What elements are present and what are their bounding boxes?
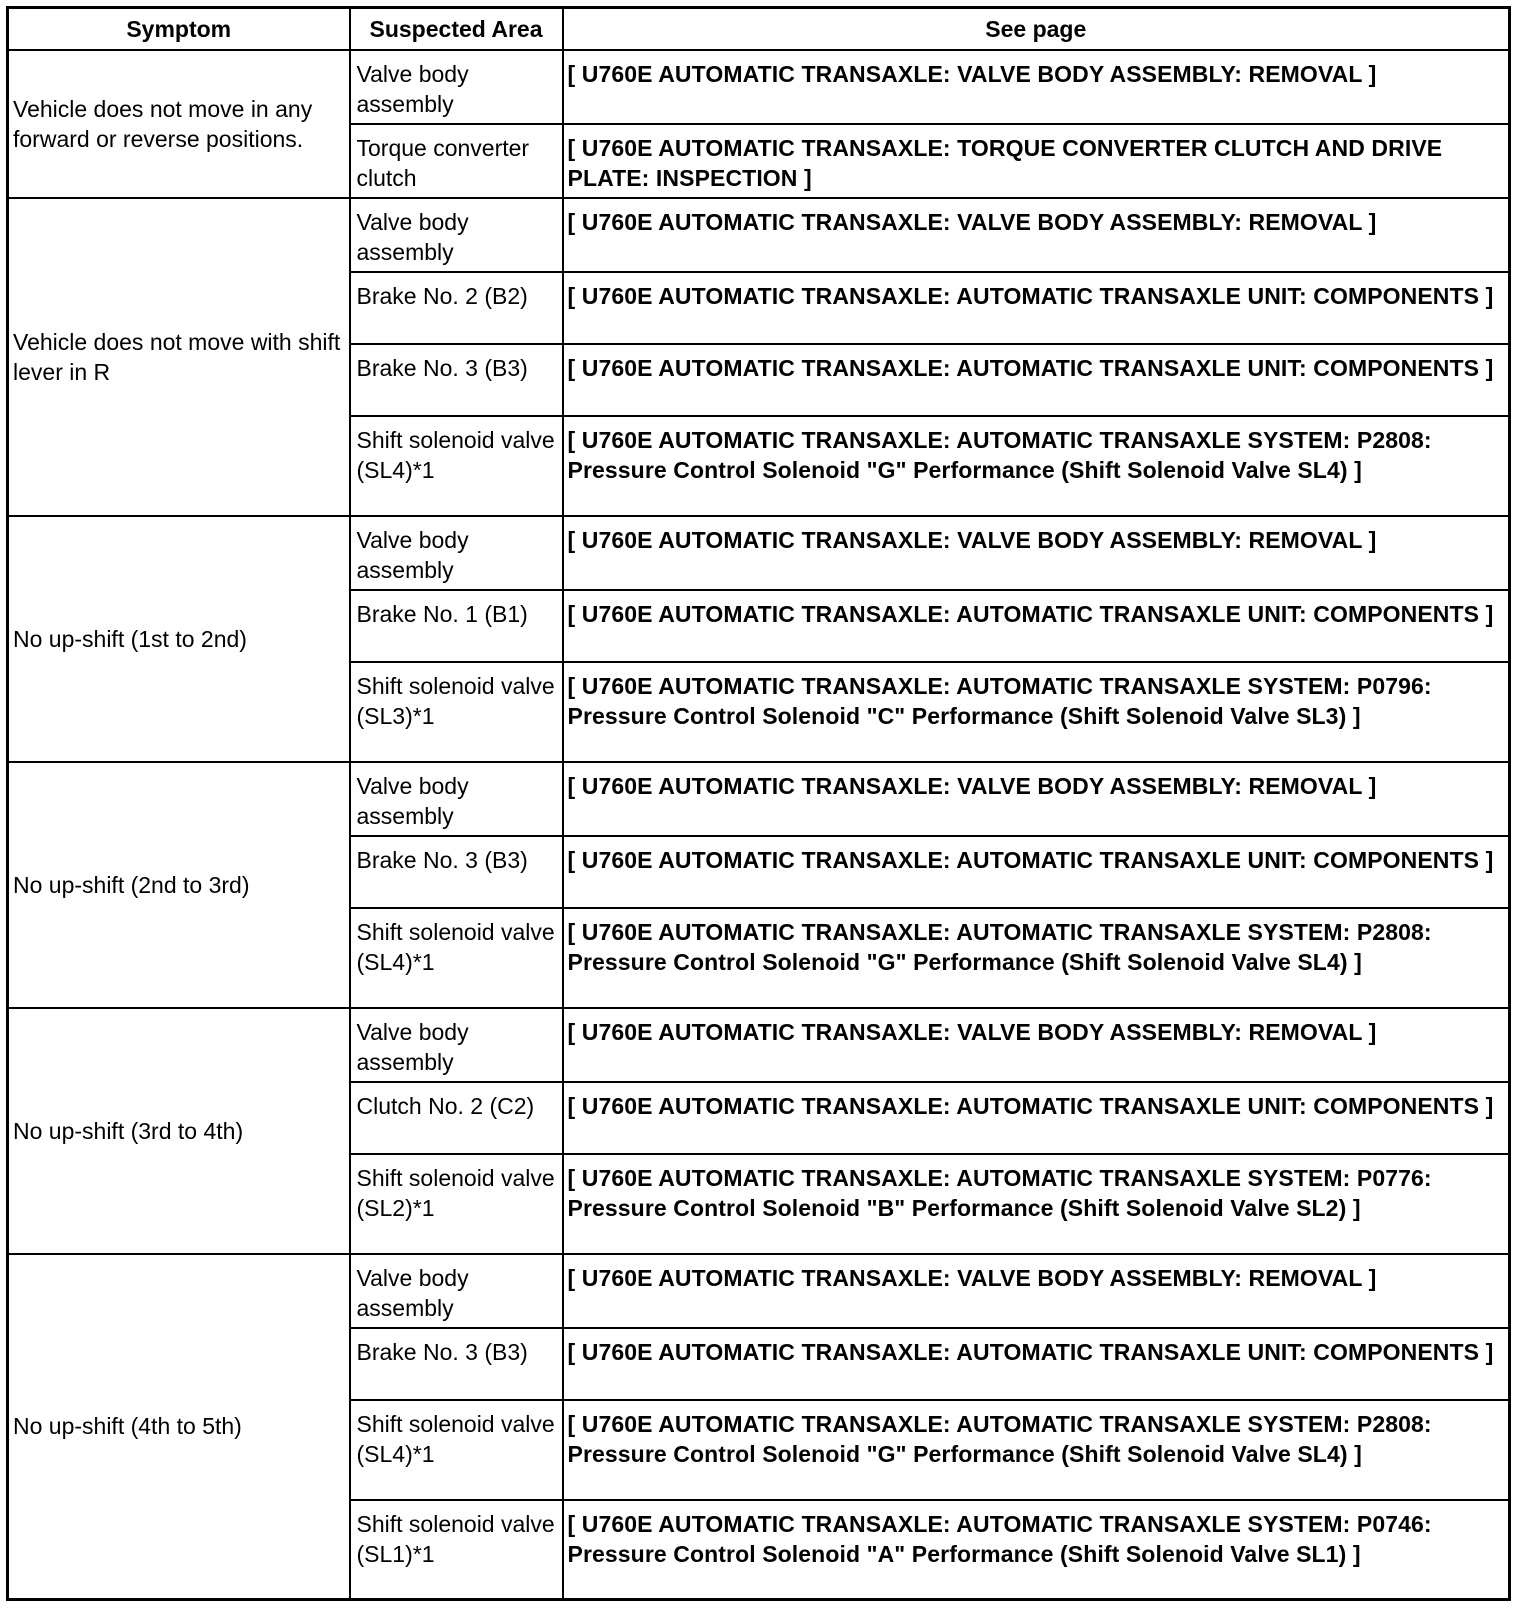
see-page-link[interactable]: [ U760E AUTOMATIC TRANSAXLE: AUTOMATIC TRANSAXLE SYSTEM: P2808: Pressure Control Solenoid "G" Performance (Shift Solenoid Valve SL4) ] bbox=[563, 1400, 1510, 1500]
symptom-cell: No up-shift (3rd to 4th) bbox=[8, 1008, 350, 1254]
suspected-area-cell: Valve body assembly bbox=[350, 198, 563, 272]
suspected-area-cell: Shift solenoid valve (SL2)*1 bbox=[350, 1154, 563, 1254]
see-page-link[interactable]: [ U760E AUTOMATIC TRANSAXLE: VALVE BODY ASSEMBLY: REMOVAL ] bbox=[563, 1254, 1510, 1328]
symptom-table bbox=[6, 6, 1511, 1601]
see-page-link[interactable]: [ U760E AUTOMATIC TRANSAXLE: AUTOMATIC TRANSAXLE SYSTEM: P2808: Pressure Control Solenoid "G" Performance (Shift Solenoid Valve SL4) ] bbox=[563, 416, 1510, 516]
see-page-link[interactable]: [ U760E AUTOMATIC TRANSAXLE: AUTOMATIC TRANSAXLE UNIT: COMPONENTS ] bbox=[563, 272, 1510, 344]
symptom-cell: No up-shift (2nd to 3rd) bbox=[8, 762, 350, 1008]
table-row bbox=[8, 516, 1510, 590]
see-page-link[interactable]: [ U760E AUTOMATIC TRANSAXLE: VALVE BODY ASSEMBLY: REMOVAL ] bbox=[563, 516, 1510, 590]
see-page-link[interactable]: [ U760E AUTOMATIC TRANSAXLE: VALVE BODY ASSEMBLY: REMOVAL ] bbox=[563, 198, 1510, 272]
see-page-link[interactable]: [ U760E AUTOMATIC TRANSAXLE: TORQUE CONVERTER CLUTCH AND DRIVE PLATE: INSPECTION ] bbox=[563, 124, 1510, 198]
suspected-area-cell: Valve body assembly bbox=[350, 1008, 563, 1082]
symptom-cell: Vehicle does not move in any forward or reverse positions. bbox=[8, 50, 350, 198]
see-page-link[interactable]: [ U760E AUTOMATIC TRANSAXLE: AUTOMATIC TRANSAXLE SYSTEM: P2808: Pressure Control Solenoid "G" Performance (Shift Solenoid Valve SL4) ] bbox=[563, 908, 1510, 1008]
suspected-area-cell: Valve body assembly bbox=[350, 50, 563, 124]
header-row bbox=[8, 8, 1510, 50]
see-page-link[interactable]: [ U760E AUTOMATIC TRANSAXLE: VALVE BODY ASSEMBLY: REMOVAL ] bbox=[563, 1008, 1510, 1082]
suspected-area-cell: Valve body assembly bbox=[350, 1254, 563, 1328]
suspected-area-cell: Shift solenoid valve (SL4)*1 bbox=[350, 1400, 563, 1500]
header-symptom: Symptom bbox=[8, 8, 350, 50]
table-row bbox=[8, 50, 1510, 124]
header-see-page: See page bbox=[563, 8, 1510, 50]
see-page-link[interactable]: [ U760E AUTOMATIC TRANSAXLE: AUTOMATIC TRANSAXLE SYSTEM: P0776: Pressure Control Solenoid "B" Performance (Shift Solenoid Valve SL2) ] bbox=[563, 1154, 1510, 1254]
symptom-cell: No up-shift (1st to 2nd) bbox=[8, 516, 350, 762]
see-page-link[interactable]: [ U760E AUTOMATIC TRANSAXLE: AUTOMATIC TRANSAXLE UNIT: COMPONENTS ] bbox=[563, 836, 1510, 908]
suspected-area-cell: Shift solenoid valve (SL1)*1 bbox=[350, 1500, 563, 1600]
table-row bbox=[8, 1008, 1510, 1082]
see-page-link[interactable]: [ U760E AUTOMATIC TRANSAXLE: AUTOMATIC TRANSAXLE UNIT: COMPONENTS ] bbox=[563, 1082, 1510, 1154]
see-page-link[interactable]: [ U760E AUTOMATIC TRANSAXLE: AUTOMATIC TRANSAXLE UNIT: COMPONENTS ] bbox=[563, 344, 1510, 416]
see-page-link[interactable]: [ U760E AUTOMATIC TRANSAXLE: AUTOMATIC TRANSAXLE UNIT: COMPONENTS ] bbox=[563, 1328, 1510, 1400]
suspected-area-cell: Brake No. 2 (B2) bbox=[350, 272, 563, 344]
suspected-area-cell: Torque converter clutch bbox=[350, 124, 563, 198]
suspected-area-cell: Shift solenoid valve (SL3)*1 bbox=[350, 662, 563, 762]
table-row bbox=[8, 1254, 1510, 1328]
symptom-cell: No up-shift (4th to 5th) bbox=[8, 1254, 350, 1600]
suspected-area-cell: Shift solenoid valve (SL4)*1 bbox=[350, 416, 563, 516]
suspected-area-cell: Brake No. 3 (B3) bbox=[350, 836, 563, 908]
table-row bbox=[8, 762, 1510, 836]
see-page-link[interactable]: [ U760E AUTOMATIC TRANSAXLE: VALVE BODY ASSEMBLY: REMOVAL ] bbox=[563, 50, 1510, 124]
see-page-link[interactable]: [ U760E AUTOMATIC TRANSAXLE: VALVE BODY ASSEMBLY: REMOVAL ] bbox=[563, 762, 1510, 836]
suspected-area-cell: Brake No. 1 (B1) bbox=[350, 590, 563, 662]
see-page-link[interactable]: [ U760E AUTOMATIC TRANSAXLE: AUTOMATIC TRANSAXLE UNIT: COMPONENTS ] bbox=[563, 590, 1510, 662]
suspected-area-cell: Brake No. 3 (B3) bbox=[350, 1328, 563, 1400]
suspected-area-cell: Clutch No. 2 (C2) bbox=[350, 1082, 563, 1154]
suspected-area-cell: Valve body assembly bbox=[350, 516, 563, 590]
header-suspected-area: Suspected Area bbox=[350, 8, 563, 50]
suspected-area-cell: Valve body assembly bbox=[350, 762, 563, 836]
suspected-area-cell: Brake No. 3 (B3) bbox=[350, 344, 563, 416]
suspected-area-cell: Shift solenoid valve (SL4)*1 bbox=[350, 908, 563, 1008]
see-page-link[interactable]: [ U760E AUTOMATIC TRANSAXLE: AUTOMATIC TRANSAXLE SYSTEM: P0746: Pressure Control Solenoid "A" Performance (Shift Solenoid Valve SL1) ] bbox=[563, 1500, 1510, 1600]
symptom-cell: Vehicle does not move with shift lever in R bbox=[8, 198, 350, 516]
table-row bbox=[8, 198, 1510, 272]
see-page-link[interactable]: [ U760E AUTOMATIC TRANSAXLE: AUTOMATIC TRANSAXLE SYSTEM: P0796: Pressure Control Solenoid "C" Performance (Shift Solenoid Valve SL3) ] bbox=[563, 662, 1510, 762]
